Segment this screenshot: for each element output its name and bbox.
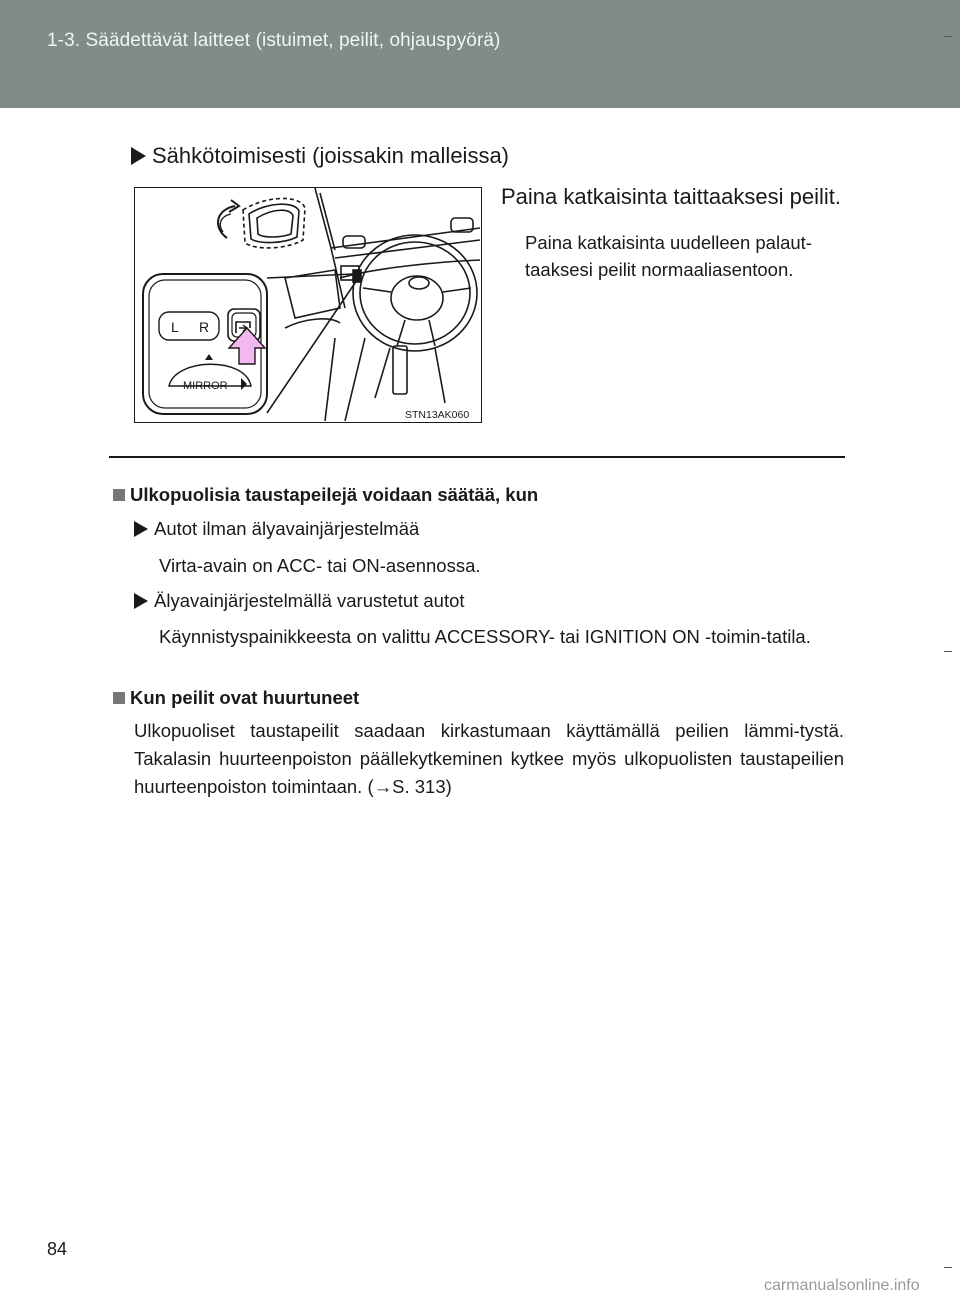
illustration-code: STN13AK060 bbox=[405, 409, 470, 421]
triangle-bullet-icon bbox=[131, 147, 146, 165]
square-bullet-icon bbox=[113, 489, 125, 501]
label-right: R bbox=[199, 319, 210, 335]
divider bbox=[109, 456, 845, 458]
crop-mark-middle bbox=[944, 651, 952, 652]
triangle-bullet-icon bbox=[134, 521, 148, 537]
watermark: carmanualsonline.info bbox=[764, 1277, 920, 1294]
case1-text: Virta-avain on ACC- tai ON-asennossa. bbox=[159, 555, 481, 576]
case1-title bbox=[134, 515, 869, 543]
label-mirror: MIRROR bbox=[183, 380, 228, 392]
label-left: L bbox=[171, 319, 179, 335]
mirror-switch-illustration bbox=[134, 187, 482, 423]
section-heading bbox=[131, 143, 509, 169]
note-fogged-text: Ulkopuoliset taustapeilit saadaan kirkastumaan käyttämällä peilien lämmi-tystä. Takalasin huurteenpoiston päällekytkeminen kytkee myös ulkopuolisten taustapeilien huurteenpoiston toimintaan. (→S. 313) bbox=[134, 720, 844, 797]
chapter-title: 1-3. Säädettävät laitteet (istuimet, peilit, ohjauspyörä) bbox=[47, 30, 501, 51]
note-fogged-title-text: Kun peilit ovat huurtuneet bbox=[130, 687, 360, 708]
square-bullet-icon bbox=[113, 692, 125, 704]
case2-text: Käynnistyspainikkeesta on valittu ACCESSORY- tai IGNITION ON -toimin-tatila. bbox=[159, 626, 811, 647]
case2-title-text: Älyavainjärjestelmällä varustetut autot bbox=[154, 590, 465, 611]
dashboard-drawing bbox=[135, 188, 480, 421]
note-adjust-title bbox=[113, 481, 848, 509]
page-header bbox=[0, 0, 960, 108]
crop-mark-bottom bbox=[944, 1267, 952, 1268]
instruction-main: Paina katkaisinta taittaaksesi peilit. bbox=[501, 184, 841, 209]
case1-title-text: Autot ilman älyavainjärjestelmää bbox=[154, 518, 420, 539]
page-number: 84 bbox=[47, 1239, 68, 1259]
instruction-sub: Paina katkaisinta uudelleen palaut-taaksesi peilit normaaliasentoon. bbox=[525, 232, 812, 280]
section-heading-text: Sähkötoimisesti (joissakin malleissa) bbox=[152, 143, 510, 168]
note-adjust-title-text: Ulkopuolisia taustapeilejä voidaan säätää, kun bbox=[130, 484, 539, 505]
crop-mark-top bbox=[944, 36, 952, 37]
note-fogged-title bbox=[113, 684, 848, 712]
triangle-bullet-icon bbox=[134, 593, 148, 609]
case2-title bbox=[134, 587, 869, 615]
